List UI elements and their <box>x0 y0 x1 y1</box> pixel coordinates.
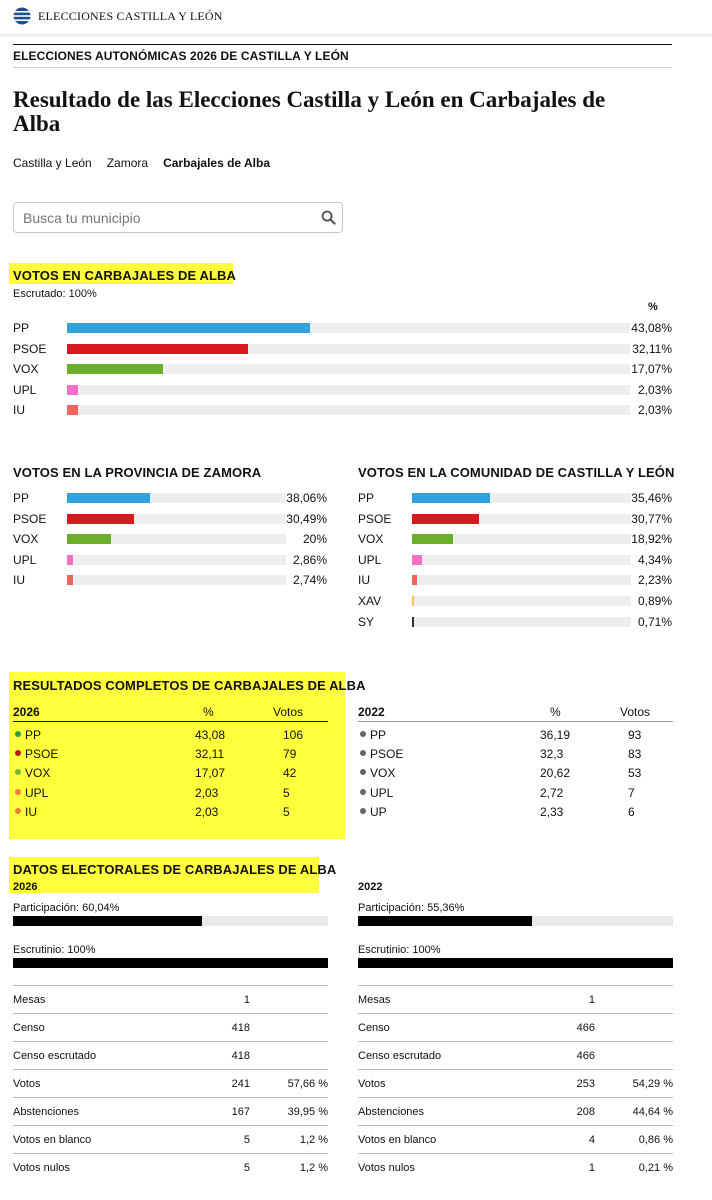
percentage-value: 2,74% <box>292 573 327 588</box>
scrutiny-fill-2026 <box>13 958 328 968</box>
stat-value: 466 <box>576 1050 595 1062</box>
party-label: PSOE <box>358 511 392 526</box>
table-row <box>13 726 328 745</box>
bar-track <box>67 323 630 333</box>
party-name: PSOE <box>370 747 404 762</box>
table-row <box>358 764 673 783</box>
votes-column-header: Votos <box>273 705 304 719</box>
party-pct: 20,62 <box>540 766 571 781</box>
participation-label-2026: Participación: 60,04% <box>13 902 120 914</box>
party-label: PSOE <box>13 341 47 356</box>
votes-column-header: Votos <box>620 705 651 719</box>
party-pct: 17,07 <box>195 766 226 781</box>
stat-row <box>358 1097 673 1125</box>
bar-fill-iu <box>412 575 417 585</box>
party-label: XAV <box>358 594 382 608</box>
bar-track <box>67 344 630 354</box>
bar-track <box>67 385 630 395</box>
party-name: PSOE <box>25 747 59 762</box>
percentage-value: 32,11% <box>632 341 672 356</box>
party-pct: 2,03 <box>195 785 219 800</box>
bar-row-upl <box>358 550 672 570</box>
participation-bar-2022 <box>358 916 673 926</box>
bar-row-iu <box>358 570 672 590</box>
stat-row <box>358 1041 673 1069</box>
bar-fill-vox <box>67 364 163 374</box>
stat-value: 253 <box>576 1078 595 1090</box>
stat-row <box>358 1069 673 1097</box>
party-name: UP <box>370 804 387 819</box>
stat-row <box>13 1153 328 1181</box>
stat-row <box>13 1097 328 1125</box>
party-name: VOX <box>370 766 396 781</box>
pct-header: % <box>648 301 658 313</box>
bar-track <box>412 534 631 544</box>
bar-fill-upl <box>412 555 422 565</box>
party-label: VOX <box>13 532 39 547</box>
stat-label: Censo <box>13 1022 45 1034</box>
stat-value: 167 <box>231 1106 250 1118</box>
stat-value: 4 <box>588 1134 595 1146</box>
bar-fill-upl <box>67 555 73 565</box>
percentage-value: 0,89% <box>637 594 672 608</box>
province-votes-title: VOTOS EN LA PROVINCIA DE ZAMORA <box>13 465 262 480</box>
stat-label: Votos nulos <box>358 1162 415 1174</box>
percentage-value: 30,77% <box>631 511 672 526</box>
table-row <box>358 803 673 822</box>
party-label: PP <box>13 491 30 505</box>
stat-value: 466 <box>576 1022 595 1034</box>
bar-fill-pp <box>412 493 490 503</box>
stat-row <box>13 1013 328 1041</box>
bar-row-pp <box>13 488 327 508</box>
party-label: PP <box>358 491 375 505</box>
scrutinized-label: Escrutado: 100% <box>13 288 97 300</box>
page-title: Resultado de las Elecciones Castilla y León en Carbajales de Alba <box>13 87 606 136</box>
stat-label: Votos nulos <box>13 1162 70 1174</box>
party-dot-icon <box>360 789 366 795</box>
party-name: UPL <box>25 785 49 800</box>
stat-value: 208 <box>576 1106 595 1118</box>
breadcrumb-item-region[interactable]: Castilla y León <box>13 156 92 170</box>
bar-row-upl <box>13 380 672 400</box>
party-votes: 53 <box>628 766 642 781</box>
bar-fill-psoe <box>67 514 134 524</box>
party-pct: 32,11 <box>195 747 225 762</box>
party-votes: 6 <box>628 804 635 819</box>
bar-track <box>412 514 631 524</box>
party-votes: 106 <box>283 728 304 742</box>
bar-row-upl <box>13 550 327 570</box>
table-row <box>13 745 328 764</box>
table-row <box>358 784 673 803</box>
party-label: UPL <box>13 382 37 397</box>
party-label: UPL <box>13 552 37 567</box>
party-dot-icon <box>15 750 21 756</box>
stat-percentage: 39,95 % <box>287 1106 328 1118</box>
bar-fill-vox <box>412 534 453 544</box>
stat-percentage: 54,29 % <box>632 1078 673 1090</box>
kicker: ELECCIONES AUTONÓMICAS 2026 DE CASTILLA Y LEÓN <box>13 49 349 63</box>
party-label: IU <box>358 573 370 588</box>
globe-logo-icon <box>13 7 31 25</box>
party-votes: 5 <box>283 785 290 800</box>
party-label: VOX <box>13 362 39 377</box>
party-name: IU <box>25 804 37 819</box>
percentage-value: 2,03% <box>637 382 672 397</box>
bar-row-xav <box>358 591 672 611</box>
party-pct: 43,08 <box>195 728 226 742</box>
party-pct: 36,19 <box>540 728 571 742</box>
party-name: PP <box>370 728 387 742</box>
percentage-value: 35,46% <box>631 491 672 505</box>
bar-row-psoe <box>13 339 672 359</box>
party-label: PP <box>13 321 30 335</box>
scrutiny-fill-2022 <box>358 958 673 968</box>
party-dot-icon <box>15 808 21 814</box>
bar-track <box>412 555 631 565</box>
party-label: SY <box>358 614 375 629</box>
percentage-value: 30,49% <box>286 511 327 526</box>
stat-label: Censo <box>358 1022 390 1034</box>
stat-percentage: 57,66 % <box>287 1078 328 1090</box>
bar-track <box>412 617 631 627</box>
bar-fill-sy <box>412 617 414 627</box>
stat-label: Votos en blanco <box>13 1134 92 1146</box>
site-logo[interactable] <box>13 7 223 25</box>
bar-track <box>67 364 630 374</box>
stat-row <box>13 985 328 1013</box>
scrutiny-bar-2022 <box>358 958 673 968</box>
stat-label: Votos <box>358 1078 386 1090</box>
party-label: IU <box>13 573 25 588</box>
local-votes-title: VOTOS EN CARBAJALES DE ALBA <box>13 268 237 283</box>
stat-value: 1 <box>243 994 250 1006</box>
year-label: 2022 <box>358 705 385 719</box>
party-votes: 7 <box>628 785 635 800</box>
percentage-value: 43,08% <box>631 321 672 335</box>
participation-fill-2022 <box>358 916 532 926</box>
stat-percentage: 44,64 % <box>632 1106 673 1118</box>
percentage-value: 4,34% <box>637 552 672 567</box>
stat-percentage: 0,21 % <box>638 1162 673 1174</box>
stat-percentage: 0,86 % <box>638 1134 673 1146</box>
party-votes: 42 <box>283 766 297 781</box>
complete-results-title: RESULTADOS COMPLETOS DE CARBAJALES DE ALBA <box>13 678 366 693</box>
logo-text: ELECCIONES CASTILLA Y LEÓN <box>38 8 223 23</box>
stat-value: 1 <box>588 994 595 1006</box>
divider <box>13 67 672 68</box>
stat-label: Votos en blanco <box>358 1134 437 1146</box>
stat-label: Votos <box>13 1078 41 1090</box>
bar-track <box>412 596 631 606</box>
party-dot-icon <box>15 731 21 737</box>
bar-row-pp <box>358 488 672 508</box>
bar-fill-psoe <box>412 514 479 524</box>
stat-value: 1 <box>588 1162 595 1174</box>
electoral-stats-2026 <box>13 985 328 1181</box>
percentage-value: 20% <box>302 532 327 547</box>
stat-label: Mesas <box>358 994 391 1006</box>
stat-row <box>13 1069 328 1097</box>
bar-track <box>67 514 286 524</box>
bar-track <box>412 493 631 503</box>
scrutiny-bar-2026 <box>13 958 328 968</box>
search-box <box>13 202 343 233</box>
results-table-2026 <box>13 703 328 823</box>
stat-percentage: 1,2 % <box>299 1162 328 1174</box>
participation-bar-2026 <box>13 916 328 926</box>
party-dot-icon <box>15 769 21 775</box>
stat-value: 241 <box>231 1078 250 1090</box>
stat-percentage: 1,2 % <box>299 1134 328 1146</box>
percentage-value: 38,06% <box>286 491 327 505</box>
breadcrumb <box>13 156 270 170</box>
scrutiny-label-2026: Escrutinio: 100% <box>13 944 96 956</box>
bar-fill-psoe <box>67 344 248 354</box>
party-name: UPL <box>370 785 394 800</box>
bar-row-iu <box>13 400 672 420</box>
electoral-stats-2022 <box>358 985 673 1181</box>
table-row <box>358 745 673 764</box>
year-label-2026: 2026 <box>13 881 38 893</box>
stat-row <box>13 1041 328 1069</box>
bar-fill-iu <box>67 405 78 415</box>
search-input[interactable] <box>14 203 304 232</box>
percentage-value: 17,07% <box>631 362 672 377</box>
search-icon[interactable] <box>321 210 336 225</box>
participation-label-2022: Participación: 55,36% <box>358 902 465 914</box>
bar-fill-pp <box>67 493 150 503</box>
stat-row <box>358 1153 673 1181</box>
breadcrumb-item-current: Carbajales de Alba <box>163 156 270 170</box>
party-name: PP <box>25 728 42 742</box>
stat-label: Abstenciones <box>358 1106 425 1118</box>
party-label: UPL <box>358 552 382 567</box>
party-votes: 93 <box>628 728 642 742</box>
party-label: IU <box>13 403 25 418</box>
breadcrumb-item-province[interactable]: Zamora <box>106 156 149 170</box>
bar-row-pp <box>13 318 672 338</box>
bar-track <box>67 405 630 415</box>
party-dot-icon <box>360 750 366 756</box>
bar-track <box>67 555 286 565</box>
party-pct: 32,3 <box>540 747 564 762</box>
party-votes: 5 <box>283 804 290 819</box>
bar-track <box>67 575 286 585</box>
stat-label: Censo escrutado <box>13 1050 97 1062</box>
party-dot-icon <box>360 808 366 814</box>
stat-row <box>358 985 673 1013</box>
percentage-value: 2,23% <box>637 573 672 588</box>
table-row <box>13 764 328 783</box>
bar-fill-pp <box>67 323 310 333</box>
top-bar <box>0 0 712 35</box>
year-label: 2026 <box>13 705 40 719</box>
bar-track <box>67 493 286 503</box>
bar-track <box>412 575 631 585</box>
divider <box>13 44 672 45</box>
electoral-data-title: DATOS ELECTORALES DE CARBAJALES DE ALBA <box>13 862 337 877</box>
stat-label: Censo escrutado <box>358 1050 442 1062</box>
table-header <box>358 703 673 722</box>
table-row <box>358 726 673 745</box>
stat-label: Mesas <box>13 994 46 1006</box>
party-votes: 79 <box>283 747 297 762</box>
party-dot-icon <box>360 731 366 737</box>
pct-column-header: % <box>550 705 561 719</box>
bar-row-iu <box>13 570 327 590</box>
year-label-2022: 2022 <box>358 881 383 893</box>
bar-row-vox <box>358 529 672 549</box>
community-votes-title: VOTOS EN LA COMUNIDAD DE CASTILLA Y LEÓN <box>358 465 675 480</box>
party-dot-icon <box>15 789 21 795</box>
stat-value: 418 <box>231 1022 250 1034</box>
party-name: VOX <box>25 766 51 781</box>
party-label: VOX <box>358 532 384 547</box>
party-votes: 83 <box>628 747 642 762</box>
pct-column-header: % <box>203 705 214 719</box>
percentage-value: 2,86% <box>292 552 327 567</box>
participation-fill-2026 <box>13 916 202 926</box>
bar-row-vox <box>13 359 672 379</box>
results-table-2022 <box>358 703 673 823</box>
stat-row <box>358 1125 673 1153</box>
bar-track <box>67 534 286 544</box>
party-dot-icon <box>360 769 366 775</box>
bar-fill-iu <box>67 575 73 585</box>
stat-row <box>358 1013 673 1041</box>
party-pct: 2,03 <box>195 804 219 819</box>
party-pct: 2,72 <box>540 785 564 800</box>
table-row <box>13 803 328 822</box>
scrutiny-label-2022: Escrutinio: 100% <box>358 944 441 956</box>
stat-row <box>13 1125 328 1153</box>
percentage-value: 2,03% <box>637 403 672 418</box>
stat-value: 5 <box>243 1134 250 1146</box>
table-header <box>13 703 328 722</box>
bar-fill-vox <box>67 534 111 544</box>
table-row <box>13 784 328 803</box>
party-label: PSOE <box>13 511 47 526</box>
bar-row-sy <box>358 612 672 632</box>
stat-value: 418 <box>231 1050 250 1062</box>
bar-fill-xav <box>412 596 414 606</box>
party-pct: 2,33 <box>540 804 564 819</box>
percentage-value: 18,92% <box>631 532 672 547</box>
bar-fill-upl <box>67 385 78 395</box>
percentage-value: 0,71% <box>637 614 672 629</box>
bar-row-psoe <box>13 509 327 529</box>
bar-row-vox <box>13 529 327 549</box>
bar-row-psoe <box>358 509 672 529</box>
stat-label: Abstenciones <box>13 1106 80 1118</box>
stat-value: 5 <box>243 1162 250 1174</box>
